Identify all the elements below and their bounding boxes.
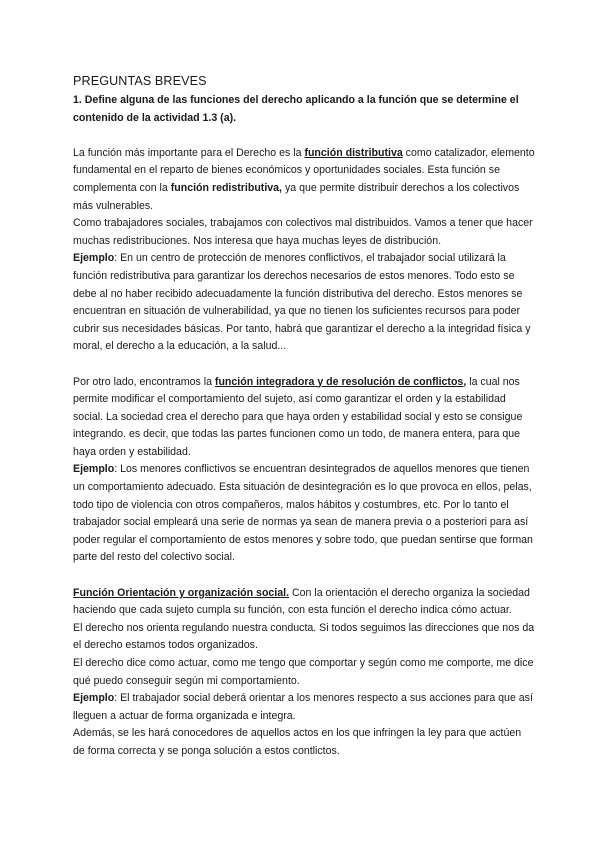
- text-run: Con la orientación el derecho organiza la sociedad haciendo que cada sujeto cumpla su función, con esta función el derecho indica cómo actuar.: [73, 586, 530, 617]
- text-run: La función más importante para el Derecho es la: [73, 146, 305, 159]
- text-run: como catalizador, elemento fundamental en el reparto de bienes económicos y oportunidades sociales. Esta función se complementa con la: [73, 146, 535, 194]
- text-run: ya que permite distribuir derechos a los colectivos más vulnerables.: [73, 181, 520, 212]
- section2-example: [73, 461, 535, 567]
- example-text: : En un centro de protección de menores conflictivos, el trabajador social utilizará la función redistributiva para garantizar los derechos necesarios de estos menores. Todo esto se debe al no haber recibido adecuadamente la función distributiva del derecho. Estos menores se encuentran en situación de vulnerabilidad, ya que no tienen los suficientes recursos para poder cubrir sus necesidades básicas. Por tanto, habrá que garantizar el derecho a la integridad física y moral, el derecho a la educación, a la salud...: [73, 252, 531, 353]
- section1-paragraph1: [73, 145, 535, 215]
- spacer: [73, 567, 535, 585]
- document-body: [73, 72, 535, 761]
- term-funcion-orientacion: Función Orientación y organización social.: [73, 586, 290, 599]
- example-text: : El trabajador social deberá orientar a los menores respecto a sus acciones para que así lleguen a actuar de forma organizada e integra.: [73, 692, 533, 722]
- text-run: Por otro lado, encontramos la: [73, 375, 215, 388]
- example-label: Ejemplo: [73, 463, 115, 476]
- term-funcion-redistributiva: función redistributiva,: [170, 181, 282, 194]
- section1-paragraph2: Como trabajadores sociales, trabajamos con colectivos mal distribuidos. Vamos a tener que hacer muchas redistribuciones. Nos interesa que haya muchas leyes de distribución.: [73, 217, 533, 247]
- section3-example: [73, 690, 535, 725]
- term-funcion-integradora: función integradora y de resolución de conflictos,: [214, 375, 467, 388]
- page-title: PREGUNTAS BREVES: [73, 74, 207, 88]
- section3-paragraph1: [73, 585, 535, 620]
- question-heading: 1. Define alguna de las funciones del derecho aplicando a la función que se determine el contenido de la actividad 1.3 (a).: [73, 94, 519, 124]
- example-label: Ejemplo: [73, 252, 115, 265]
- term-funcion-distributiva: función distributiva: [304, 146, 403, 159]
- spacer: [73, 127, 535, 145]
- section1-example: [73, 250, 535, 356]
- section3-paragraph2: El derecho nos orienta regulando nuestra conducta. Si todos seguimos las direcciones que nos da el derecho estamos todos organizados.: [73, 621, 535, 652]
- section2-paragraph1: [73, 374, 535, 462]
- example-text: : Los menores conflictivos se encuentran desintegrados de aquellos menores que tienen un comportamiento adecuado. Esta situación de desintegración es lo que provoca en ellos, pelas, todo tipo de violencia con otros compañeros, malos hábitos y costumbres, etc. Por lo tanto el trabajador social empleará una serie de normas ya sean de manera previa o a posteriori para así poder regular el comportamiento de estos menores y sobre todo, que puedan sentirse que forman parte del resto del colectivo social.: [73, 463, 533, 564]
- section3-paragraph3: El derecho dice como actuar, como me tengo que comportar y según como me comporte, me dice qué puedo conseguir según mi comportamiento.: [73, 657, 534, 687]
- spacer: [73, 356, 535, 374]
- section3-paragraph4: Además, se les hará conocedores de aquellos actos en los que infringen la ley para que actúen de forma correcta y se ponga solución a estos contlictos.: [73, 727, 522, 757]
- text-run: la cual nos permite modificar el comportamiento del sujeto, así como garantizar el orden y la estabilidad social. La sociedad crea el derecho para que haya orden y estabilidad social y esto se consigue integrando. es decir, que todas las partes funcionen como un todo, de manera entera, para que haya orden y estabilidad.: [73, 375, 523, 458]
- example-label: Ejemplo: [73, 692, 115, 705]
